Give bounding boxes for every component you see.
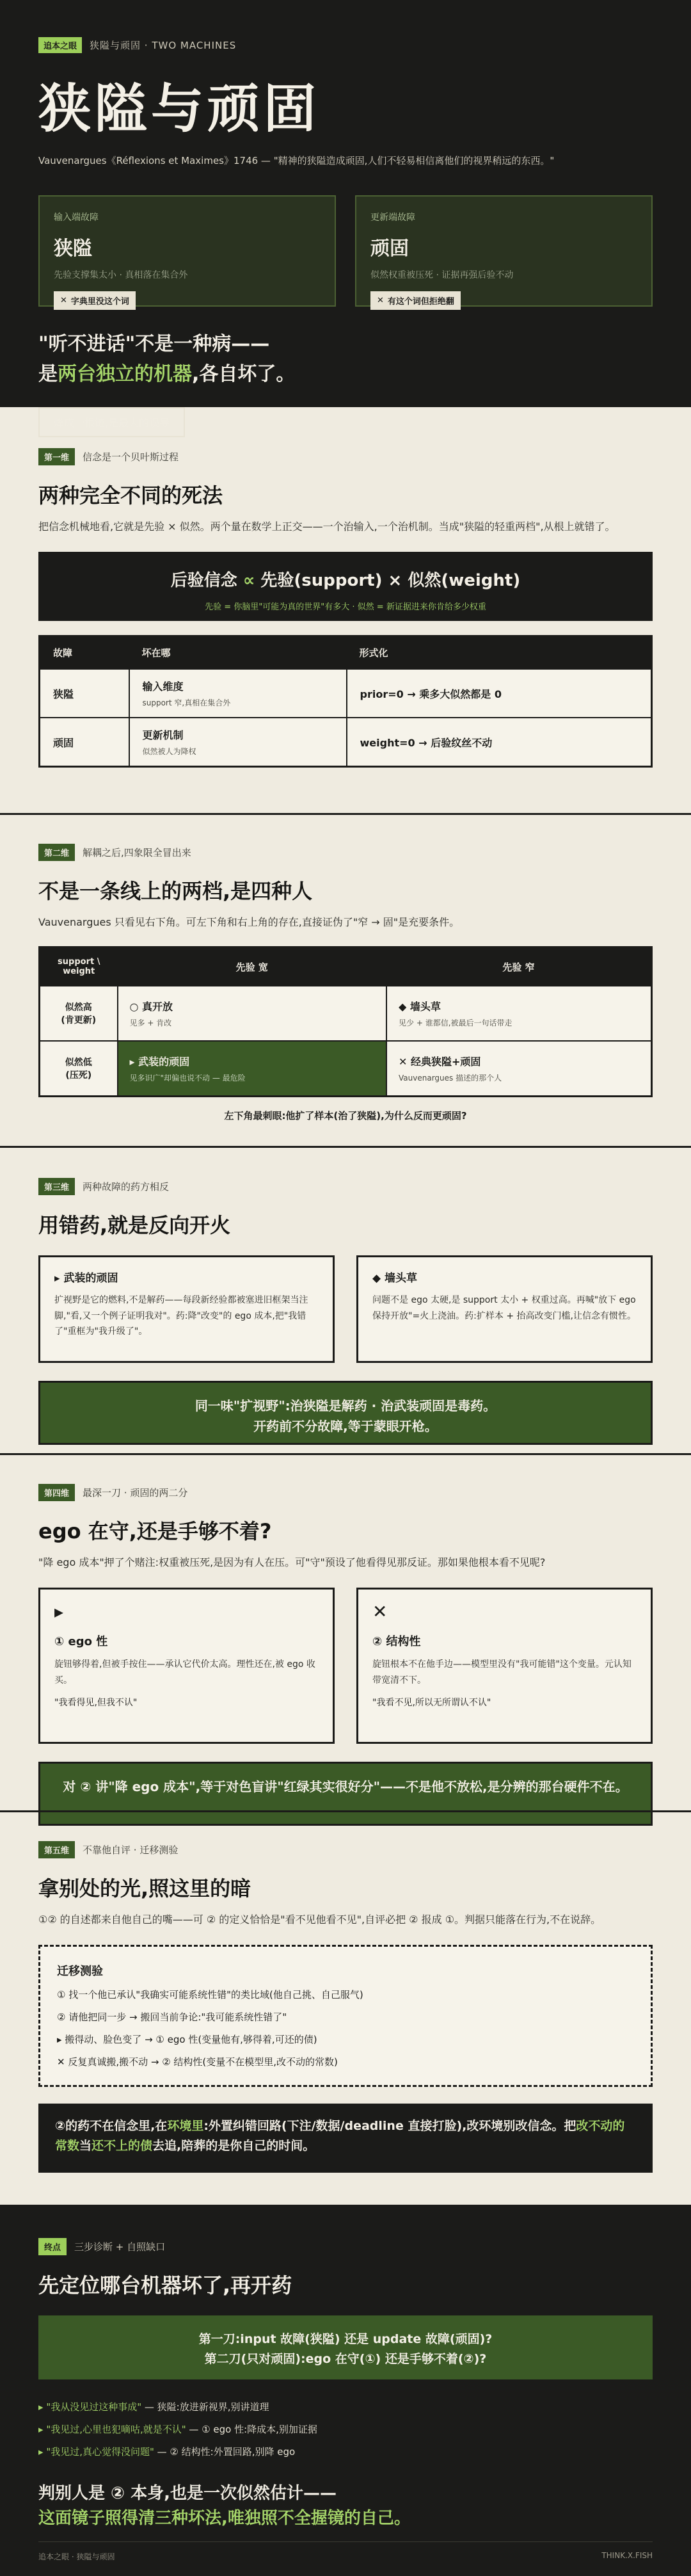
quadrant-grid xyxy=(38,946,653,1097)
formula-note: 先验 = 你脑里"可能为真的世界"有多大 · 似然 = 新证据进来你肯给多少权重 xyxy=(205,602,486,613)
bullet-quote: "我从没见过这种事成" xyxy=(46,2401,142,2413)
banner-text: ②的药不在信念里,在 xyxy=(55,2119,168,2134)
closing-section xyxy=(0,2205,691,2576)
formula xyxy=(51,567,640,591)
section-divider xyxy=(0,1453,691,1455)
card-title: ② 结构性 xyxy=(372,1635,421,1649)
grid-row-header: 似然高 (肯更新) xyxy=(40,986,118,1041)
hero-kicker-text: 狭隘与顽固 · TWO MACHINES xyxy=(90,40,237,51)
table-header xyxy=(40,636,652,670)
circle-icon: ○ xyxy=(129,1001,143,1013)
table-cell: 顽固 xyxy=(40,718,129,767)
quadrant-title: 墙头草 xyxy=(409,1001,441,1013)
list-item: ② 请他把同一步 → 搬回当前争论:"我可能系统性错了" xyxy=(57,2011,287,2024)
section-lead: 把信念机械地看,它就是先验 × 似然。两个量在数学上正交——一个治输入,一个治机制。当成"狭隘的轻重两档",从根上就错了。 xyxy=(38,520,616,533)
quadrant-classic xyxy=(386,1041,651,1096)
section-head xyxy=(38,448,653,465)
hero-quote xyxy=(38,330,653,389)
card-body: 旋钮够得着,但被手按住——承认它代价太高。理性还在,被 ego 收买。 xyxy=(54,1659,315,1686)
section-kicker: 两种故障的药方相反 xyxy=(83,1181,170,1193)
triangle-icon: ▸ xyxy=(38,2401,47,2413)
hero-card-chip-text: 有这个词但拒绝翻 xyxy=(387,297,454,307)
table-header-cell: 坏在哪 xyxy=(129,636,347,670)
section-divider xyxy=(0,1810,691,1812)
card-body: 扩视野是它的燃料,不是解药——每段新经验都被塞进旧框架当注脚,"看,又一个例子证明我对"。药:降"改变"的 ego 成本,把"我错了"重框为"我升级了"。 xyxy=(54,1295,308,1337)
triangle-icon: ▸ xyxy=(38,2424,47,2435)
formula-right: 先验(support) × 似然(weight) xyxy=(260,571,521,591)
cell-sub: 见多 + 肯改 xyxy=(129,1018,172,1028)
section-head xyxy=(38,844,653,861)
grid-caption: 左下角最刺眼:他扩了样本(治了狭隘),为什么反而更顽固? xyxy=(224,1109,467,1122)
green-banner xyxy=(38,1381,653,1445)
final-quote xyxy=(38,2481,653,2531)
card-armed xyxy=(38,1255,335,1363)
cell-main: 更新机制 xyxy=(142,729,184,742)
list-item xyxy=(38,2400,653,2413)
banner-line: 第一刀:input 故障(狭隘) 还是 update 故障(顽固)? xyxy=(198,2332,493,2346)
grid-row-header: 似然低 (压死) xyxy=(40,1041,118,1096)
table-header xyxy=(40,947,652,986)
banner-text: 去追,陪葬的是你自己的时间。 xyxy=(152,2138,315,2153)
hero-card-chip-text: 字典里没这个词 xyxy=(70,297,129,307)
banner-text: :外置纠错回路(下注/数据/deadline 直接打脸),改环境别改信念。把 xyxy=(203,2119,576,2134)
table-row xyxy=(40,986,652,1041)
section-title: 不是一条线上的两档,是四种人 xyxy=(38,879,313,903)
section-title: 拿别处的光,照这里的暗 xyxy=(38,1876,251,1901)
footer-left: 追本之眼 · 狭隘与顽固 xyxy=(38,2552,115,2561)
bullet-answer: — ① ego 性:降成本,别加证据 xyxy=(186,2424,317,2435)
list-item: ✕ 反复真诚搬,搬不动 → ② 结构性(变量不在模型里,改不动的常数) xyxy=(57,2056,338,2068)
list-item: ▸ 搬得动、脸色变了 → ① ego 性(变量他有,够得着,可还的债) xyxy=(57,2034,317,2046)
quadrant-title: 真开放 xyxy=(142,1001,173,1013)
banner-line: 同一味"扩视野":治狭隘是解药 · 治武装顽固是毒药。 xyxy=(195,1398,496,1413)
grid-col-header: 先验 宽 xyxy=(118,947,387,986)
card-quote: "我看不见,所以无所谓认不认" xyxy=(372,1698,491,1709)
section-tag: 第二维 xyxy=(38,844,75,861)
table-header-cell: 故障 xyxy=(40,636,129,670)
table-header-cell: 形式化 xyxy=(347,636,652,670)
cell-sub: 见多识广"却偏也说不动 — 最危险 xyxy=(129,1073,246,1083)
triangle-icon: ▸ xyxy=(54,1272,64,1285)
section-tag: 第五维 xyxy=(38,1841,75,1858)
hero-card-title: 狭隘 xyxy=(54,237,92,260)
section-5 xyxy=(0,1841,691,2173)
card-body: 旋钮根本不在他手边——模型里没有"我可能错"这个变量。元认知带宽清不下。 xyxy=(372,1659,631,1686)
card-title-text: 墙头草 xyxy=(385,1272,417,1285)
section-4 xyxy=(0,1484,691,1826)
quadrant-title: 经典狭隘+顽固 xyxy=(411,1055,481,1068)
list-item: ① 找一个他已承认"我确实可能系统性错"的类比域(他自己挑、自己服气) xyxy=(57,1989,363,2001)
table-cell xyxy=(129,669,347,718)
play-icon: ▸ xyxy=(54,1601,64,1623)
section-tag: 第四维 xyxy=(38,1484,75,1501)
triangle-icon: ▸ xyxy=(129,1055,139,1068)
banner-highlight: 还不上的债 xyxy=(91,2138,153,2153)
banner-line: 第二刀(只对顽固):ego 在守(①) 还是手够不着(②)? xyxy=(204,2352,487,2367)
x-icon: ✕ xyxy=(60,296,67,305)
section-head xyxy=(38,1484,653,1501)
cell-sub: 似然被人为降权 xyxy=(142,747,196,757)
section-title: 用错药,就是反向开火 xyxy=(38,1213,231,1237)
section-divider xyxy=(0,813,691,815)
diagnosis-banner xyxy=(38,2315,653,2379)
cell-main xyxy=(399,999,639,1013)
test-title: 迁移测验 xyxy=(57,1965,103,1979)
hero-card-desc: 似然权重被压死 · 证据再强后验不动 xyxy=(370,270,514,280)
hero-card-chip xyxy=(54,291,136,310)
table-row xyxy=(40,669,652,718)
section-title: 先定位哪台机器坏了,再开药 xyxy=(38,2273,292,2298)
bullet-answer: — 狭隘:放进新视界,别讲道理 xyxy=(141,2401,269,2413)
card-title xyxy=(54,1269,319,1285)
hero-tag: 追本之眼 xyxy=(38,37,82,53)
triangle-icon: ▸ xyxy=(38,2446,47,2458)
section-kicker: 不靠他自评 · 迁移测验 xyxy=(83,1844,179,1856)
section-lead: Vauvenargues 只看见右下角。可左下角和右上角的存在,直接证伪了"窄 → 固"是充要条件。 xyxy=(38,916,460,928)
hero-quote-line2 xyxy=(38,360,653,390)
section-1 xyxy=(0,448,691,768)
card-ego xyxy=(38,1588,335,1744)
card-title-text: 武装的顽固 xyxy=(63,1272,118,1285)
hero-card-chip xyxy=(370,291,461,310)
section-title: 两种完全不同的死法 xyxy=(38,483,223,508)
green-banner: 对 ② 讲"降 ego 成本",等于对色盲讲"红绿其实很好分"——不是他不放松,是分辨的那台硬件不在。 xyxy=(38,1762,653,1826)
section-3 xyxy=(0,1178,691,1445)
table-cell xyxy=(129,718,347,767)
cell-main: 输入维度 xyxy=(142,680,184,693)
section-lead: "降 ego 成本"押了个赌注:权重被压死,是因为有人在压。可"守"预设了他看得见那反证。那如果他根本看不见呢? xyxy=(38,1556,546,1568)
banner-line: 开药前不分故障,等于蒙眼开枪。 xyxy=(253,1419,438,1434)
section-title: ego 在守,还是手够不着? xyxy=(38,1519,272,1543)
section-divider xyxy=(0,1146,691,1148)
hero-cards xyxy=(38,195,653,307)
card-body: 问题不是 ego 太硬,是 support 太小 + 权重过高。再喊"放下 ego 保持开放"=火上浇油。药:扩样本 + 抬高改变门槛,让信念有惯性。 xyxy=(372,1295,636,1321)
formula-left: 后验信念 xyxy=(170,571,237,591)
card-title: ① ego 性 xyxy=(54,1635,108,1649)
table-row xyxy=(40,718,652,767)
table-cell: prior=0 → 乘多大似然都是 0 xyxy=(347,669,652,718)
grid-corner: support \ weight xyxy=(40,947,118,986)
final-line2: 这面镜子照得清三种坏法,唯独照不全握镜的自己。 xyxy=(38,2509,411,2528)
x-icon: ✕ xyxy=(399,1055,411,1068)
section-head xyxy=(38,1178,653,1195)
hero-button[interactable]: 烽成一根链,是最大的误导 xyxy=(38,407,185,437)
section-kicker: 解耦之后,四象限全冒出来 xyxy=(83,847,191,858)
section-tag: 第一维 xyxy=(38,448,75,465)
hero-card-narrow xyxy=(38,195,336,307)
section-tag: 终点 xyxy=(38,2238,67,2255)
table-row xyxy=(40,1041,652,1096)
diagnosis-list xyxy=(38,2400,653,2458)
hero-quote-line1: "听不进话"不是一种病—— xyxy=(38,333,270,355)
ego-cards xyxy=(38,1588,653,1744)
section-2 xyxy=(0,844,691,1122)
proportional-icon: ∝ xyxy=(242,571,255,591)
table-cell: weight=0 → 后验纹丝不动 xyxy=(347,718,652,767)
final-line1: 判别人是 ② 本身,也是一次似然估计—— xyxy=(38,2484,337,2503)
bullet-quote: "我见过,真心觉得没问题" xyxy=(46,2446,154,2458)
hero-quote-post: ,各自坏了。 xyxy=(192,362,296,385)
card-grass xyxy=(356,1255,653,1363)
section-head xyxy=(38,1841,653,1858)
table-cell: 狭隘 xyxy=(40,669,129,718)
hero-subtitle: Vauvenargues《Réflexions et Maximes》1746 — "精神的狭隘造成顽固,人们不轻易相信离他们的视界稍远的东西。" xyxy=(38,155,555,166)
banner-highlight: 改不动的常数 xyxy=(55,2119,625,2153)
prescription-cards xyxy=(38,1255,653,1363)
section-kicker: 最深一刀 · 顽固的两二分 xyxy=(83,1487,188,1499)
card-title xyxy=(372,1269,637,1285)
dark-banner xyxy=(38,2104,653,2173)
cell-sub: 见少 + 谁都信,被最后一句话带走 xyxy=(399,1018,512,1028)
transfer-test-box xyxy=(38,1945,653,2087)
x-icon: ✕ xyxy=(377,296,384,305)
section-kicker: 信念是一个贝叶斯过程 xyxy=(83,451,179,463)
card-quote: "我看得见,但我不认" xyxy=(54,1698,138,1709)
cell-sub: Vauvenargues 描述的那个人 xyxy=(399,1073,502,1083)
hero-card-title: 顽固 xyxy=(370,237,409,260)
formula-box xyxy=(38,552,653,621)
hero-quote-highlight: 两台独立的机器 xyxy=(58,362,192,385)
bullet-answer: — ② 结构性:外置回路,别降 ego xyxy=(154,2446,296,2458)
quadrant-open xyxy=(118,986,387,1041)
quadrant-armed xyxy=(118,1041,387,1096)
list-item xyxy=(38,2422,653,2436)
cell-main xyxy=(130,999,375,1013)
footer-brand[interactable]: THINK.X.FISH xyxy=(601,2551,653,2560)
hero-card-desc: 先验支撑集太小 · 真相落在集合外 xyxy=(54,270,188,280)
quadrant-title: 武装的顽固 xyxy=(138,1055,190,1068)
bullet-quote: "我见过,心里也犯嘀咕,就是不认" xyxy=(46,2424,186,2435)
page-title: 狭隘与顽固 xyxy=(38,79,321,140)
cell-sub: support 窄,真相在集合外 xyxy=(142,698,231,708)
cell-main xyxy=(399,1054,639,1068)
footer xyxy=(38,2541,653,2562)
hero-kicker xyxy=(38,37,653,53)
fault-table xyxy=(38,635,653,768)
diamond-icon: ◆ xyxy=(372,1272,385,1285)
hero-card-stubborn xyxy=(355,195,653,307)
hero xyxy=(0,0,691,429)
hero-quote-pre: 是 xyxy=(38,362,58,385)
hero-card-label: 输入端故障 xyxy=(54,213,99,223)
quadrant-grass xyxy=(386,986,651,1041)
cell-main xyxy=(130,1054,375,1068)
section-lead: ①② 的自述都来自他自己的嘴——可 ② 的定义恰恰是"看不见他看不见",自评必把 ② 报成 ①。判据只能落在行为,不在说辞。 xyxy=(38,1913,601,1926)
banner-text: 当 xyxy=(79,2138,92,2153)
section-head xyxy=(38,2238,653,2255)
section-tag: 第三维 xyxy=(38,1178,75,1195)
banner-highlight: 环境里 xyxy=(167,2119,204,2134)
diamond-icon: ◆ xyxy=(399,1001,410,1013)
hero-card-label: 更新端故障 xyxy=(370,213,415,223)
list-item xyxy=(38,2445,653,2458)
section-kicker: 三步诊断 + 自照缺口 xyxy=(74,2241,166,2253)
grid-col-header: 先验 窄 xyxy=(386,947,651,986)
x-icon: ✕ xyxy=(372,1601,388,1623)
card-structural xyxy=(356,1588,653,1744)
